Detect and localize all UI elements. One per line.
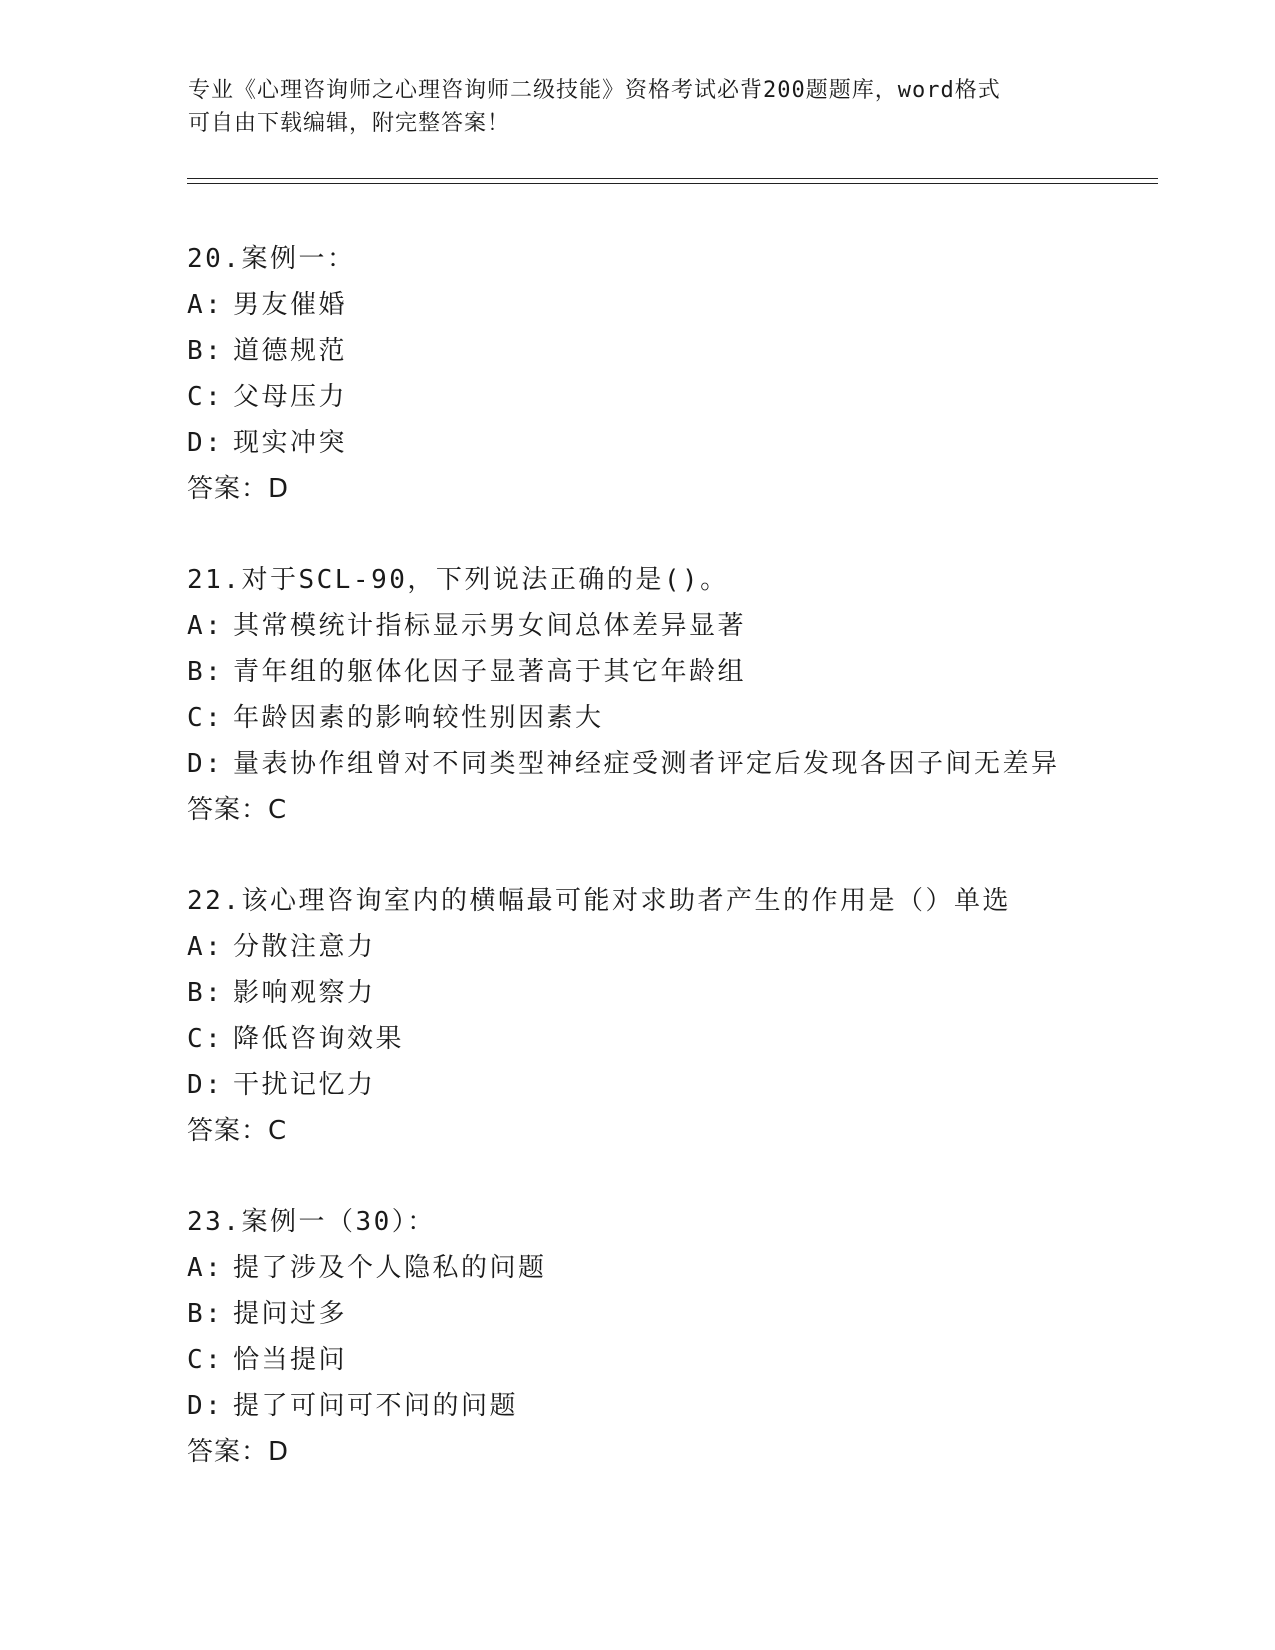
option-letter: C: bbox=[187, 382, 224, 412]
option-d bbox=[187, 741, 1167, 787]
header-line-1: 专业《心理咨询师之心理咨询师二级技能》资格考试必背200题题库，word格式 bbox=[188, 78, 1001, 103]
answer-line: 答案：C bbox=[187, 795, 288, 825]
option-letter: C: bbox=[187, 703, 224, 733]
option-a bbox=[187, 603, 1167, 649]
answer-line: 答案：C bbox=[187, 1116, 288, 1146]
option-letter: A: bbox=[187, 290, 224, 320]
question-21 bbox=[187, 557, 1167, 833]
option-d bbox=[187, 1383, 1167, 1429]
question-20 bbox=[187, 236, 1167, 512]
header-divider-top bbox=[187, 178, 1158, 179]
option-b bbox=[187, 328, 1167, 374]
option-a bbox=[187, 282, 1167, 328]
option-b bbox=[187, 1291, 1167, 1337]
header-divider-bottom bbox=[187, 183, 1158, 184]
option-text: 父母压力 bbox=[233, 382, 348, 412]
option-letter: C: bbox=[187, 1345, 224, 1375]
option-text: 量表协作组曾对不同类型神经症受测者评定后发现各因子间无差异 bbox=[233, 749, 1060, 779]
option-letter: B: bbox=[187, 978, 224, 1008]
question-stem: 23.案例一（30）： bbox=[187, 1207, 436, 1237]
option-letter: D: bbox=[187, 1070, 224, 1100]
option-letter: B: bbox=[187, 336, 224, 366]
option-text: 恰当提问 bbox=[233, 1345, 348, 1375]
option-letter: A: bbox=[187, 611, 224, 641]
option-letter: C: bbox=[187, 1024, 224, 1054]
option-c bbox=[187, 1337, 1167, 1383]
option-d bbox=[187, 1062, 1167, 1108]
option-text: 提了涉及个人隐私的问题 bbox=[233, 1253, 547, 1283]
answer-line: 答案：D bbox=[187, 474, 290, 504]
option-text: 现实冲突 bbox=[233, 428, 348, 458]
option-a bbox=[187, 924, 1167, 970]
option-text: 年龄因素的影响较性别因素大 bbox=[233, 703, 604, 733]
option-text: 提问过多 bbox=[233, 1299, 348, 1329]
question-22 bbox=[187, 878, 1167, 1154]
option-text: 青年组的躯体化因子显著高于其它年龄组 bbox=[233, 657, 747, 687]
option-letter: D: bbox=[187, 749, 224, 779]
header-line-2: 可自由下载编辑，附完整答案！ bbox=[188, 111, 511, 136]
option-d bbox=[187, 420, 1167, 466]
option-letter: A: bbox=[187, 1253, 224, 1283]
option-b bbox=[187, 649, 1167, 695]
question-stem: 21.对于SCL-90，下列说法正确的是()。 bbox=[187, 565, 729, 595]
question-23 bbox=[187, 1199, 1167, 1475]
option-text: 男友催婚 bbox=[233, 290, 348, 320]
question-stem: 20.案例一： bbox=[187, 244, 356, 274]
option-letter: D: bbox=[187, 1391, 224, 1421]
option-letter: B: bbox=[187, 657, 224, 687]
option-text: 降低咨询效果 bbox=[233, 1024, 405, 1054]
option-a bbox=[187, 1245, 1167, 1291]
option-text: 干扰记忆力 bbox=[233, 1070, 376, 1100]
document-header bbox=[188, 74, 1088, 140]
option-c bbox=[187, 695, 1167, 741]
option-text: 提了可问可不问的问题 bbox=[233, 1391, 519, 1421]
option-letter: A: bbox=[187, 932, 224, 962]
question-list bbox=[187, 236, 1167, 1520]
answer-line: 答案：D bbox=[187, 1437, 290, 1467]
option-c bbox=[187, 1016, 1167, 1062]
option-text: 道德规范 bbox=[233, 336, 348, 366]
option-text: 分散注意力 bbox=[233, 932, 376, 962]
option-letter: B: bbox=[187, 1299, 224, 1329]
option-letter: D: bbox=[187, 428, 224, 458]
option-text: 影响观察力 bbox=[233, 978, 376, 1008]
option-c bbox=[187, 374, 1167, 420]
option-b bbox=[187, 970, 1167, 1016]
question-stem: 22.该心理咨询室内的横幅最可能对求助者产生的作用是（）单选 bbox=[187, 886, 1011, 916]
option-text: 其常模统计指标显示男女间总体差异显著 bbox=[233, 611, 747, 641]
